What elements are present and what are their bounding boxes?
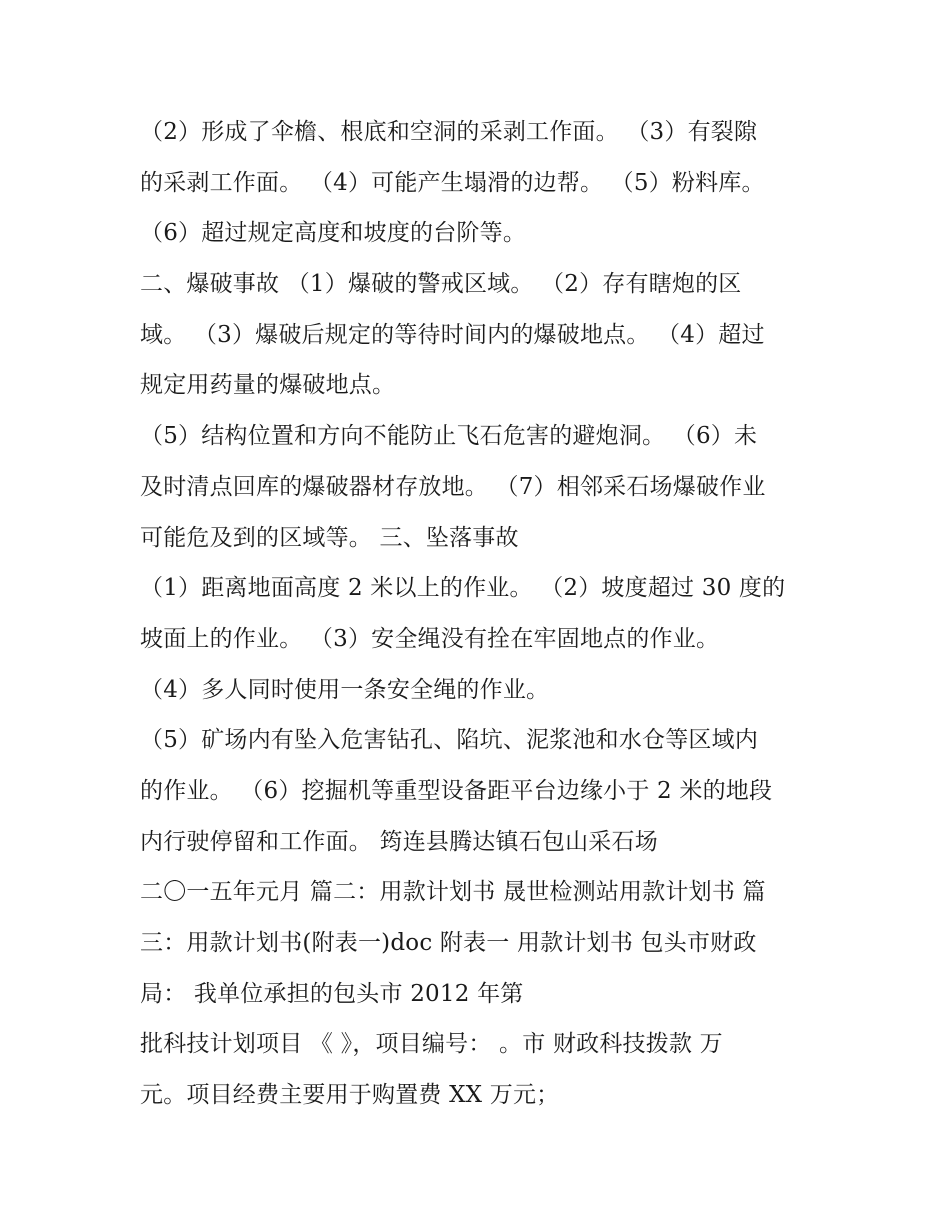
text-line: 可能危及到的区域等。 三、坠落事故	[140, 524, 519, 551]
text-line: 批科技计划项目 《 》，项目编号： 。市 财政科技拨款 万	[140, 1031, 723, 1058]
text-line: 的作业。 （6）挖掘机等重型设备距平台边缘小于 2 米的地段	[140, 777, 773, 804]
text-line: 域。 （3）爆破后规定的等待时间内的爆破地点。 （4）超过	[140, 321, 765, 348]
text-line: 二〇一五年元月 篇二：用款计划书 晟世检测站用款计划书 篇	[140, 879, 766, 906]
text-line: （5）矿场内有坠入危害钻孔、陷坑、泥浆池和水仓等区域内	[140, 727, 759, 754]
text-line: （1）距离地面高度 2 米以上的作业。 （2）坡度超过 30 度的	[140, 575, 786, 602]
text-line: （2）形成了伞檐、根底和空洞的采剥工作面。 （3）有裂隙	[140, 119, 758, 145]
text-line: 的采剥工作面。 （4）可能产生塌滑的边帮。 （5）粉料库。	[140, 169, 765, 196]
text-line: （4）多人同时使用一条安全绳的作业。	[140, 676, 550, 703]
text-line: 二、爆破事故 （1）爆破的警戒区域。 （2）存有瞎炮的区	[140, 271, 742, 298]
text-line: （6）超过规定高度和坡度的台阶等。	[140, 220, 527, 247]
text-line: 规定用药量的爆破地点。	[140, 372, 396, 399]
document-body	[140, 107, 820, 1121]
text-line: 及时清点回库的爆破器材存放地。 （7）相邻采石场爆破作业	[140, 473, 766, 500]
text-line: 元。项目经费主要用于购置费 XX 万元；	[140, 1082, 560, 1109]
text-line: 坡面上的作业。 （3）安全绳没有拴在牢固地点的作业。	[140, 625, 720, 652]
text-line: 内行驶停留和工作面。 筠连县腾达镇石包山采石场	[140, 828, 658, 855]
text-line: 局： 我单位承担的包头市 2012 年第	[140, 980, 524, 1007]
text-line: 三：用款计划书(附表一)doc 附表一 用款计划书 包头市财政	[140, 930, 757, 956]
text-line: （5）结构位置和方向不能防止飞石危害的避炮洞。 （6）未	[140, 423, 758, 450]
